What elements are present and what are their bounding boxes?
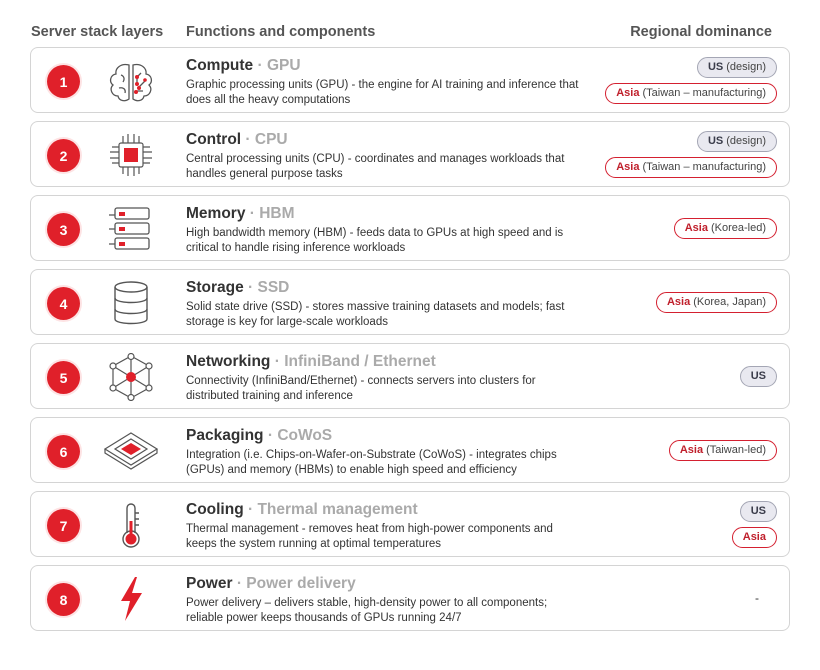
layer-title	[186, 501, 418, 519]
title-separator: ·	[270, 353, 285, 370]
regional-dominance-tags	[656, 270, 777, 334]
layer-number-badge: 2	[47, 139, 80, 172]
layer-title	[186, 57, 301, 75]
regional-dominance-tags	[732, 492, 777, 556]
layer-component: Thermal management	[257, 501, 418, 518]
layer-number-badge: 6	[47, 435, 80, 468]
region-detail: (design)	[726, 135, 766, 147]
region-tag-asia	[605, 157, 777, 178]
lightning-bolt-icon	[101, 575, 161, 623]
title-separator: ·	[241, 131, 255, 148]
region-name: US	[750, 370, 766, 382]
title-separator: ·	[232, 575, 247, 592]
layer-component: HBM	[259, 205, 295, 222]
region-name: Asia	[616, 87, 640, 99]
layer-row-compute	[30, 47, 790, 113]
layer-component: CoWoS	[277, 427, 333, 444]
layer-description: Graphic processing units (GPU) - the engine for AI training and inference that does all the heavy computations	[186, 79, 579, 106]
layer-title	[186, 131, 288, 149]
regional-dominance-tags	[755, 566, 777, 630]
region-tag-us	[697, 57, 777, 78]
layer-row-control	[30, 121, 790, 187]
layer-row-power	[30, 565, 790, 631]
region-tag-asia	[656, 292, 777, 313]
region-detail: (Taiwan – manufacturing)	[642, 161, 766, 173]
layer-name: Power	[186, 575, 233, 592]
title-separator: ·	[243, 501, 258, 518]
region-name: US	[750, 505, 766, 517]
layer-description: Power delivery – delivers stable, high-density power to all components; reliable power keeps thousands of GPUs running 24/7	[186, 597, 548, 624]
header-functions-components: Functions and components	[186, 24, 376, 40]
layer-name: Storage	[186, 279, 244, 296]
regional-dominance-tags	[605, 48, 777, 112]
region-tag-us	[740, 501, 777, 522]
layer-row-memory	[30, 195, 790, 261]
region-tag-asia	[669, 440, 777, 461]
layer-name: Memory	[186, 205, 246, 222]
region-name: Asia	[679, 444, 704, 456]
region-detail: (Taiwan-led)	[706, 444, 766, 456]
region-tag-asia	[674, 218, 777, 239]
region-name: Asia	[666, 296, 691, 308]
layer-name: Packaging	[186, 427, 264, 444]
layer-name: Networking	[186, 353, 271, 370]
header-server-stack-layers: Server stack layers	[31, 24, 164, 40]
layer-row-cooling	[30, 491, 790, 557]
layer-component: CPU	[254, 131, 288, 148]
layer-component: SSD	[257, 279, 290, 296]
regional-dominance-tags	[740, 344, 777, 408]
title-separator: ·	[243, 279, 258, 296]
layer-name: Cooling	[186, 501, 244, 518]
region-tag-asia	[732, 527, 777, 548]
layer-name: Control	[186, 131, 242, 148]
layer-number-badge: 3	[47, 213, 80, 246]
layer-name: Compute	[186, 57, 254, 74]
layer-description: Thermal management - removes heat from high-power components and keeps the system running at optimal temperatures	[186, 523, 553, 550]
region-detail: (Taiwan – manufacturing)	[642, 87, 766, 99]
title-separator: ·	[253, 57, 267, 74]
layer-title	[186, 575, 356, 593]
layer-row-networking	[30, 343, 790, 409]
layer-number-badge: 5	[47, 361, 80, 394]
region-detail: (design)	[726, 61, 766, 73]
memory-stack-icon	[101, 205, 161, 253]
title-separator: ·	[245, 205, 260, 222]
layer-description: Solid state drive (SSD) - stores massive training datasets and models; fast storage is key for large-scale workloads	[186, 301, 565, 328]
layer-component: Power delivery	[246, 575, 356, 592]
chip-package-icon	[101, 427, 161, 475]
layer-component: GPU	[266, 57, 301, 74]
database-icon	[101, 279, 161, 327]
layer-row-storage	[30, 269, 790, 335]
region-detail: (Korea, Japan)	[693, 296, 766, 308]
layer-title	[186, 353, 436, 371]
cpu-chip-icon	[101, 131, 161, 179]
region-name: Asia	[684, 222, 708, 234]
region-name: Asia	[616, 161, 640, 173]
layer-title	[186, 279, 289, 297]
layer-title	[186, 427, 332, 445]
title-separator: ·	[263, 427, 278, 444]
layer-component: InfiniBand / Ethernet	[284, 353, 436, 370]
regional-dominance-tags	[605, 122, 777, 186]
region-name: US	[707, 135, 724, 147]
layer-number-badge: 8	[47, 583, 80, 616]
region-name: Asia	[742, 531, 766, 543]
region-tag-asia	[605, 83, 777, 104]
regional-dominance-tags	[669, 418, 777, 482]
network-hex-icon	[101, 353, 161, 401]
layer-description: High bandwidth memory (HBM) - feeds data to GPUs at high speed and is critical to handle rising inference workloads	[186, 227, 564, 254]
layer-title	[186, 205, 295, 223]
layer-description: Integration (i.e. Chips-on-Wafer-on-Substrate (CoWoS) - integrates chips (GPUs) and memory (HBMs) to enable high speed and efficiency	[186, 449, 557, 476]
layer-number-badge: 4	[47, 287, 80, 320]
layer-description: Central processing units (CPU) - coordinates and manages workloads that handles general purpose tasks	[186, 153, 565, 180]
brain-circuit-icon	[101, 57, 161, 105]
region-tag-us	[740, 366, 777, 387]
layer-description: Connectivity (InfiniBand/Ethernet) - connects servers into clusters for distributed training and inference	[186, 375, 536, 402]
region-detail: (Korea-led)	[710, 222, 766, 234]
layer-row-packaging	[30, 417, 790, 483]
layer-number-badge: 7	[47, 509, 80, 542]
thermometer-icon	[101, 501, 161, 549]
layer-number-badge: 1	[47, 65, 80, 98]
region-tag-us	[697, 131, 777, 152]
header-regional-dominance: Regional dominance	[630, 24, 772, 40]
regional-dominance-tags	[674, 196, 777, 260]
region-none: -	[755, 591, 759, 605]
region-name: US	[707, 61, 724, 73]
